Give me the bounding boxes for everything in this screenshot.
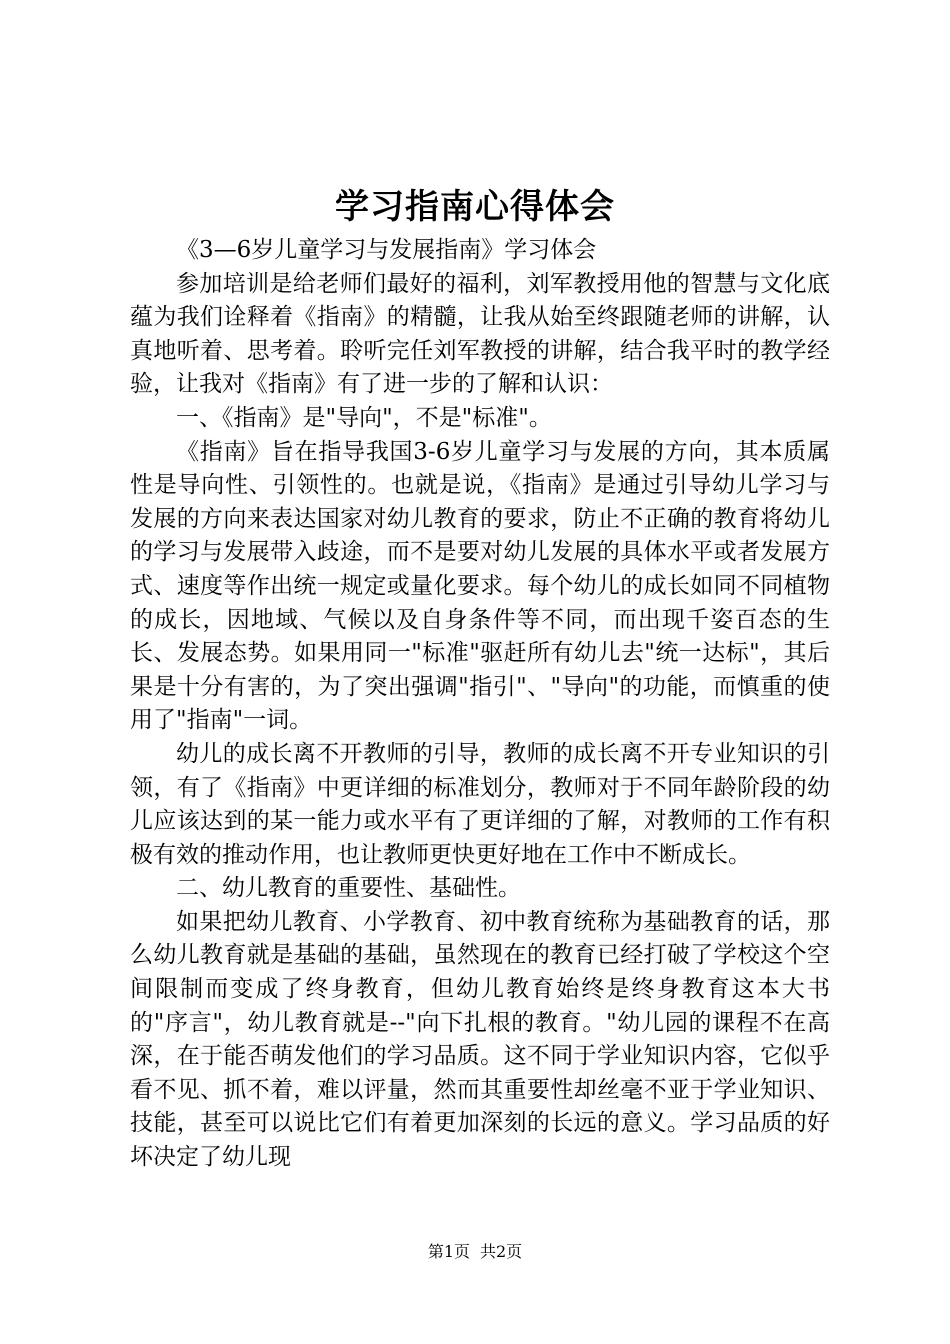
paragraph-guide-orientation: 《指南》旨在指导我国3-6岁儿童学习与发展的方向，其本质属性是导向性、引领性的。也就是说，《指南》是通过引导幼儿学习与发展的方向来表达国家对幼儿教育的要求，防止不正确的教育将幼儿的学习与发展带入歧途，而不是要对幼儿发展的具体水平或者发展方式、速度等作出统一规定或量化要求。每个幼儿的成长如同不同植物的成长，因地域、气候以及自身条件等不同，而出现千姿百态的生长、发展态势。如果用同一"标准"驱赶所有幼儿去"统一达标"，其后果是十分有害的，为了突出强调"指引"、"导向"的功能，而慎重的使用了"指南"一词。 — [130, 438, 830, 734]
paragraph-intro: 参加培训是给老师们最好的福利，刘军教授用他的智慧与文化底蕴为我们诠释着《指南》的精髓，让我从始至终跟随老师的讲解，认真地听着、思考着。聆听完任刘军教授的讲解，结合我平时的教学经验，让我对《指南》有了进一步的了解和认识： — [130, 270, 830, 398]
page-total: 共2页 — [480, 1242, 523, 1261]
section-heading-1: 一、《指南》是"导向"，不是"标准"。 — [176, 404, 552, 431]
document-title: 学习指南心得体会 — [335, 187, 615, 227]
paragraph-early-education: 如果把幼儿教育、小学教育、初中教育统称为基础教育的话，那么幼儿教育就是基础的基础，虽然现在的教育已经打破了学校这个空间限制而变成了终身教育，但幼儿教育始终是终身教育这本大书的"序言"，幼儿教育就是--"向下扎根的教育。"幼儿园的课程不在高深，在于能否萌发他们的学习品质。这不同于学业知识内容，它似乎看不见、抓不着，难以评量，然而其重要性却丝毫不亚于学业知识、技能，甚至可以说比它们有着更加深刻的长远的意义。学习品质的好坏决定了幼儿现 — [130, 908, 830, 1171]
page-number: 第1页 — [427, 1242, 470, 1261]
page-footer — [0, 1240, 950, 1264]
document-subtitle: 《3—6岁儿童学习与发展指南》学习体会 — [176, 237, 597, 263]
paragraph-teacher-growth: 幼儿的成长离不开教师的引导，教师的成长离不开专业知识的引领，有了《指南》中更详细的标准划分，教师对于不同年龄阶段的幼儿应该达到的某一能力或水平有了更详细的了解，对教师的工作有积极有效的推动作用，也让教师更快更好地在工作中不断成长。 — [130, 740, 830, 868]
section-heading-2: 二、幼儿教育的重要性、基础性。 — [176, 875, 521, 902]
document-body — [130, 234, 830, 1175]
